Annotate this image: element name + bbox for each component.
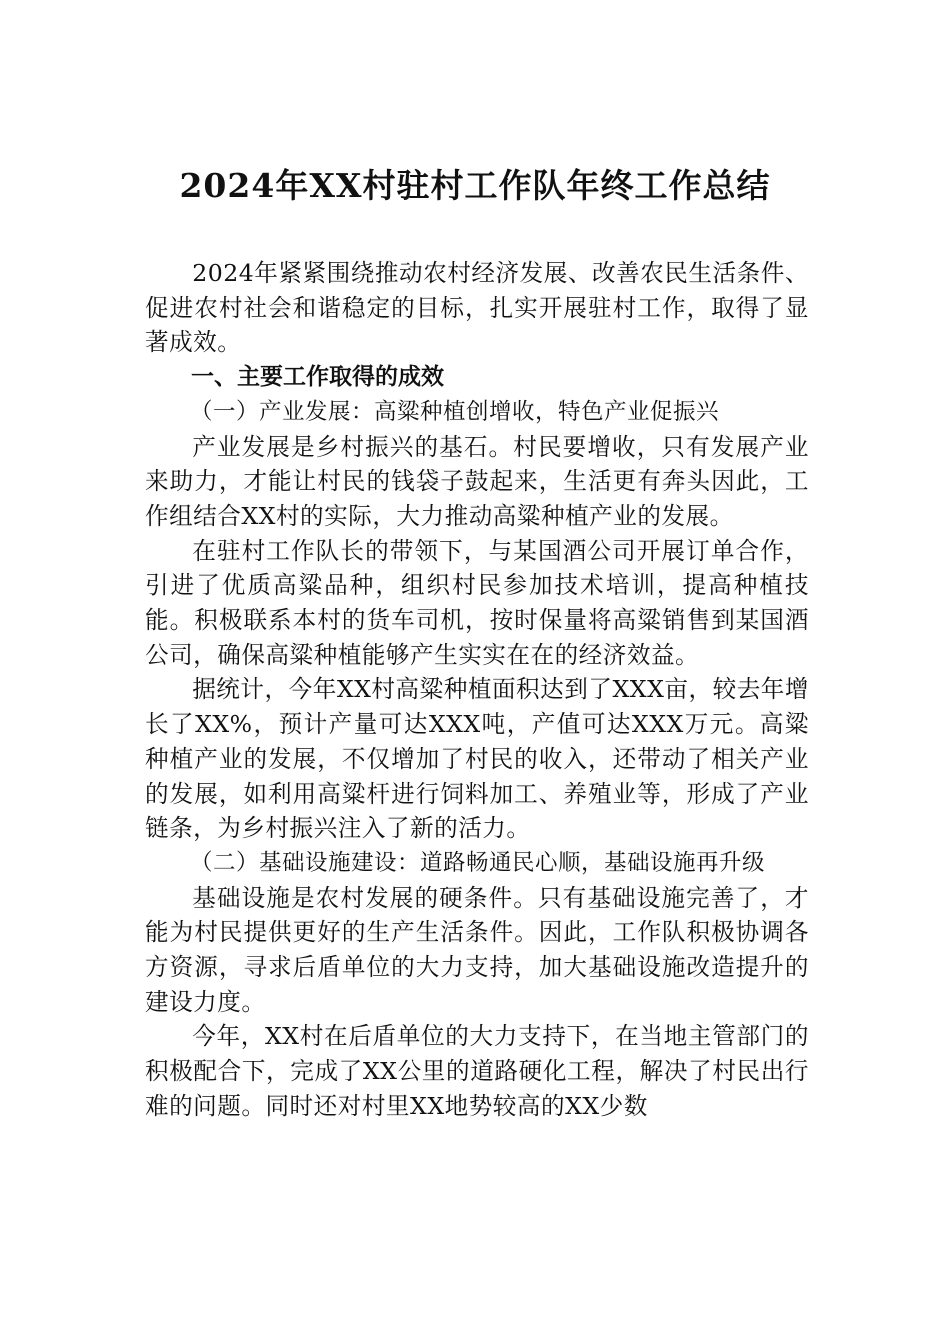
document-title: 2024年XX村驻村工作队年终工作总结 (179, 166, 771, 205)
body-paragraph: 据统计，今年XX村高粱种植面积达到了XXX亩，较去年增长了XX%，预计产量可达XXX吨，产值可达XXX万元。高粱种植产业的发展，不仅增加了村民的收入，还带动了相关产业的发展，如利用高粱杆进行饲料加工、养殖业等，形成了产业链条，为乡村振兴注入了新的活力。 (145, 675, 809, 843)
subsection-heading-1: （一）产业发展：高粱种植创增收，特色产业促振兴 (190, 398, 720, 425)
subsection-heading-2: （二）基础设施建设：道路畅通民心顺，基础设施再升级 (190, 849, 766, 876)
body-paragraph: 基础设施是农村发展的硬条件。只有基础设施完善了，才能为村民提供更好的生产生活条件。因此，工作队积极协调各方资源，寻求后盾单位的大力支持，加大基础设施改造提升的建设力度。 (145, 883, 809, 1016)
body-paragraph: 产业发展是乡村振兴的基石。村民要增收，只有发展产业来助力，才能让村民的钱袋子鼓起来，生活更有奔头因此，工作组结合XX村的实际，大力推动高粱种植产业的发展。 (145, 432, 809, 530)
intro-paragraph: 2024年紧紧围绕推动农村经济发展、改善农民生活条件、促进农村社会和谐稳定的目标，扎实开展驻村工作，取得了显著成效。 (145, 259, 809, 357)
section-heading-1: 一、主要工作取得的成效 (191, 364, 444, 391)
body-paragraph: 今年，XX村在后盾单位的大力支持下，在当地主管部门的积极配合下，完成了XX公里的道路硬化工程，解决了村民出行难的问题。同时还对村里XX地势较高的XX少数 (145, 1022, 809, 1120)
body-paragraph: 在驻村工作队长的带领下，与某国酒公司开展订单合作，引进了优质高粱品种，组织村民参加技术培训，提高种植技能。积极联系本村的货车司机，按时保量将高粱销售到某国酒公司，确保高粱种植能够产生实实在在的经济效益。 (145, 536, 809, 669)
document-body (145, 256, 809, 1124)
